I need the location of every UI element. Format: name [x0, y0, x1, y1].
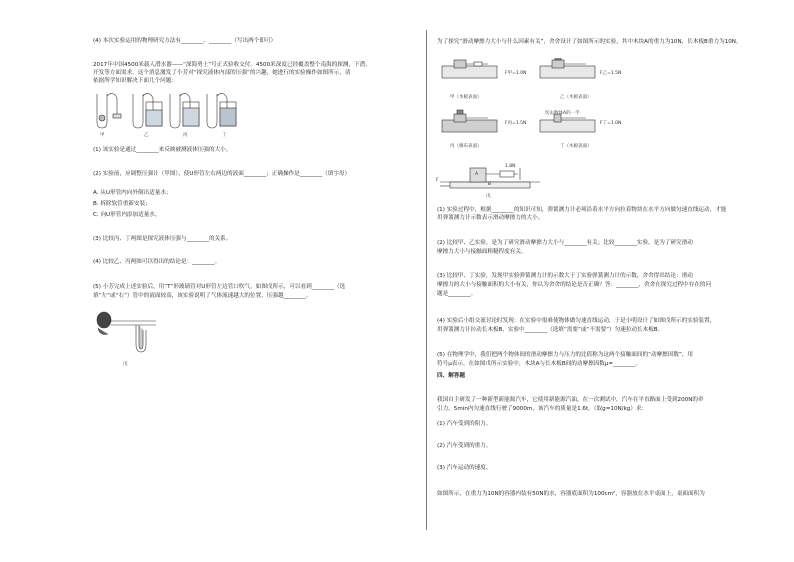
left-q5-line2: 填“左”或“右”）管中的液面较高，该实验说明了气体流速越大的位置，压强越________。 [93, 293, 312, 299]
wu-block-label: A [475, 172, 479, 177]
wu-label: 戊 [486, 194, 491, 199]
caption-yi: 乙（木板表面） [560, 95, 592, 100]
left-q2-option-b: B. 拆除软管重新安装； [93, 201, 151, 207]
left-intro-line1: 2017年中国4500米载人潜水器——“深海勇士”号正式验收交付。4500米深度已经覆盖整个南海的探测，下潜、 [93, 62, 371, 68]
left-q3: (3) 比较丙、丁两图是探究液体压强与________的关系。 [93, 236, 232, 242]
caption-bing: 丙（棉布表面） [450, 144, 482, 149]
ding-note: 切去物体A的一半 [545, 111, 580, 116]
right-q5-line1: (5) 在物理学中，我们把两个物体间的滑动摩擦力与压力的比值称为这两个接触面间的“动摩擦因数”，用 [437, 352, 694, 358]
pressure-gauge-figure [93, 88, 243, 136]
left-q1: (1) 该实验是通过________来反映被测液体压强的大小。 [93, 147, 232, 153]
fig5-label: 戊 [123, 362, 128, 367]
blowing-figure [94, 308, 164, 360]
right-q2-line2: 摩擦力大小与接触面粗糙程度有关。 [437, 249, 527, 255]
left-q2: (2) 实验前，应调整压强计（甲图），使U形管左右两边的液面________；正确操作是________（填字母） [93, 171, 351, 177]
fig-label-jia: 甲 [100, 133, 105, 138]
calc-q1: (1) 汽车受到的阻力。 [437, 421, 492, 427]
right-q2-line1: (2) 比较甲、乙实验，是为了研究滑动摩擦力大小与________有关；比较________实验，是为了研究滑动 [437, 240, 693, 246]
wu-force: 1.8N [505, 164, 516, 169]
right-q1-line2: 用弹簧测力计示数表示滑动摩擦力的大小。 [437, 215, 544, 221]
left-q2-option-c: C. 向U形管内添加适量水。 [93, 212, 161, 218]
fig-label-ding: 丁 [222, 133, 227, 138]
calc-intro-line1: 我国自主研发了一种新型新能源汽车，它使用新能源汽油，在一次测试中，汽车在平直路面上受到200N的牵 [437, 397, 704, 403]
force-ding: F丁=1.0N [600, 121, 622, 126]
friction-panels [440, 58, 620, 168]
wu-board-label: B [488, 182, 492, 187]
right-q5-line2: 符号μ表示。在如图戊所示实验中，木块A与长木板B间的动摩擦因数μ=________。 [437, 361, 642, 367]
left-intro-line3: 依据所学知识解决下面几个问题： [93, 78, 177, 84]
calc-intro-line2: 引力，5min内匀速直线行驶了9000m，该汽车的质量是1.6t。（取g=10N/kg）求： [437, 406, 648, 412]
left-q2-option-a: A. 从U形管内向外倒出适量水； [93, 190, 172, 196]
calc-q2: (2) 汽车受到的重力。 [437, 443, 492, 449]
left-q4: (4) 比较乙、丙两图可以得出的结论是：________。 [93, 259, 221, 265]
last-line: 如图所示，在重力为10N的容器内装有50N的水，容器底面积为100cm²，容器放在水平桌面上，桌面面积为 [437, 491, 705, 497]
u-tube-ding [207, 94, 217, 128]
force-bing: F丙=1.5N [505, 121, 527, 126]
left-q5-line1: (5) 小芳完成上述实验后，用“T”形玻璃管对U形管左边管口吹气，如图戊所示，可以看到________（选 [93, 284, 346, 290]
fig-label-bing: 丙 [183, 133, 188, 138]
section-4-heading: 四、解答题 [437, 373, 465, 379]
caption-jia: 甲（木板表面） [450, 95, 482, 100]
wu-f-label: F [436, 178, 439, 183]
right-q3-line3: 题是________。 [437, 291, 477, 297]
right-q4-line2: 用弹簧测力计拉动长木板B，实验中________（选填“需要”或“不需要”）匀速拉动长木板B。 [437, 327, 664, 333]
u-tube-bing [170, 94, 180, 128]
u-tube-yi [133, 94, 143, 128]
right-q3-line2: 摩擦力的大小与接触面积的大小有关，你认为舍舍的结论是否正确？答：________，舍舍在探究过程中存在的问 [437, 282, 712, 288]
column-divider [426, 30, 427, 530]
t-tube [111, 321, 156, 325]
left-q4-method: (4) 本次实验运用的物理研究方法有________、________（写出两个即可） [93, 38, 277, 44]
calc-q3: (3) 汽车运动的速度。 [437, 465, 492, 471]
right-intro: 为了探究“滑动摩擦力大小与什么因素有关”，舍舍设计了如图所示的实验，其中木块A的重力为10N，长木板B重力为10N。 [437, 39, 742, 45]
friction-fig-wu [440, 162, 550, 196]
force-jia: F甲=1.0N [505, 71, 527, 76]
left-intro-line2: 开发等方面需求。这个消息激发了小芳对“探究液体内部的压强”的兴趣，她进行的实验操作如图所示，请 [93, 70, 351, 76]
force-yi: F乙=1.5N [600, 71, 622, 76]
caption-ding: 丁（木板表面） [560, 144, 592, 149]
fig-label-yi: 乙 [144, 133, 149, 138]
right-q3-line1: (3) 比较甲、丁实验，发现甲实验弹簧测力计的示数大于丁实验弹簧测力计的示数，舍舍得出结论：滑动 [437, 273, 693, 279]
right-q4-line1: (4) 实验后小组交流讨论时发现：在实验中很难使物体做匀速直线运动，于是小明设计了如图戊所示的实验装置， [437, 318, 716, 324]
right-q1-line1: (1) 实验过程中，根据________的知识可知，弹簧测力计必须沿着水平方向拉着物块在水平方向做匀速直线运动，才能 [437, 207, 727, 213]
u-tube-jia [97, 94, 107, 128]
